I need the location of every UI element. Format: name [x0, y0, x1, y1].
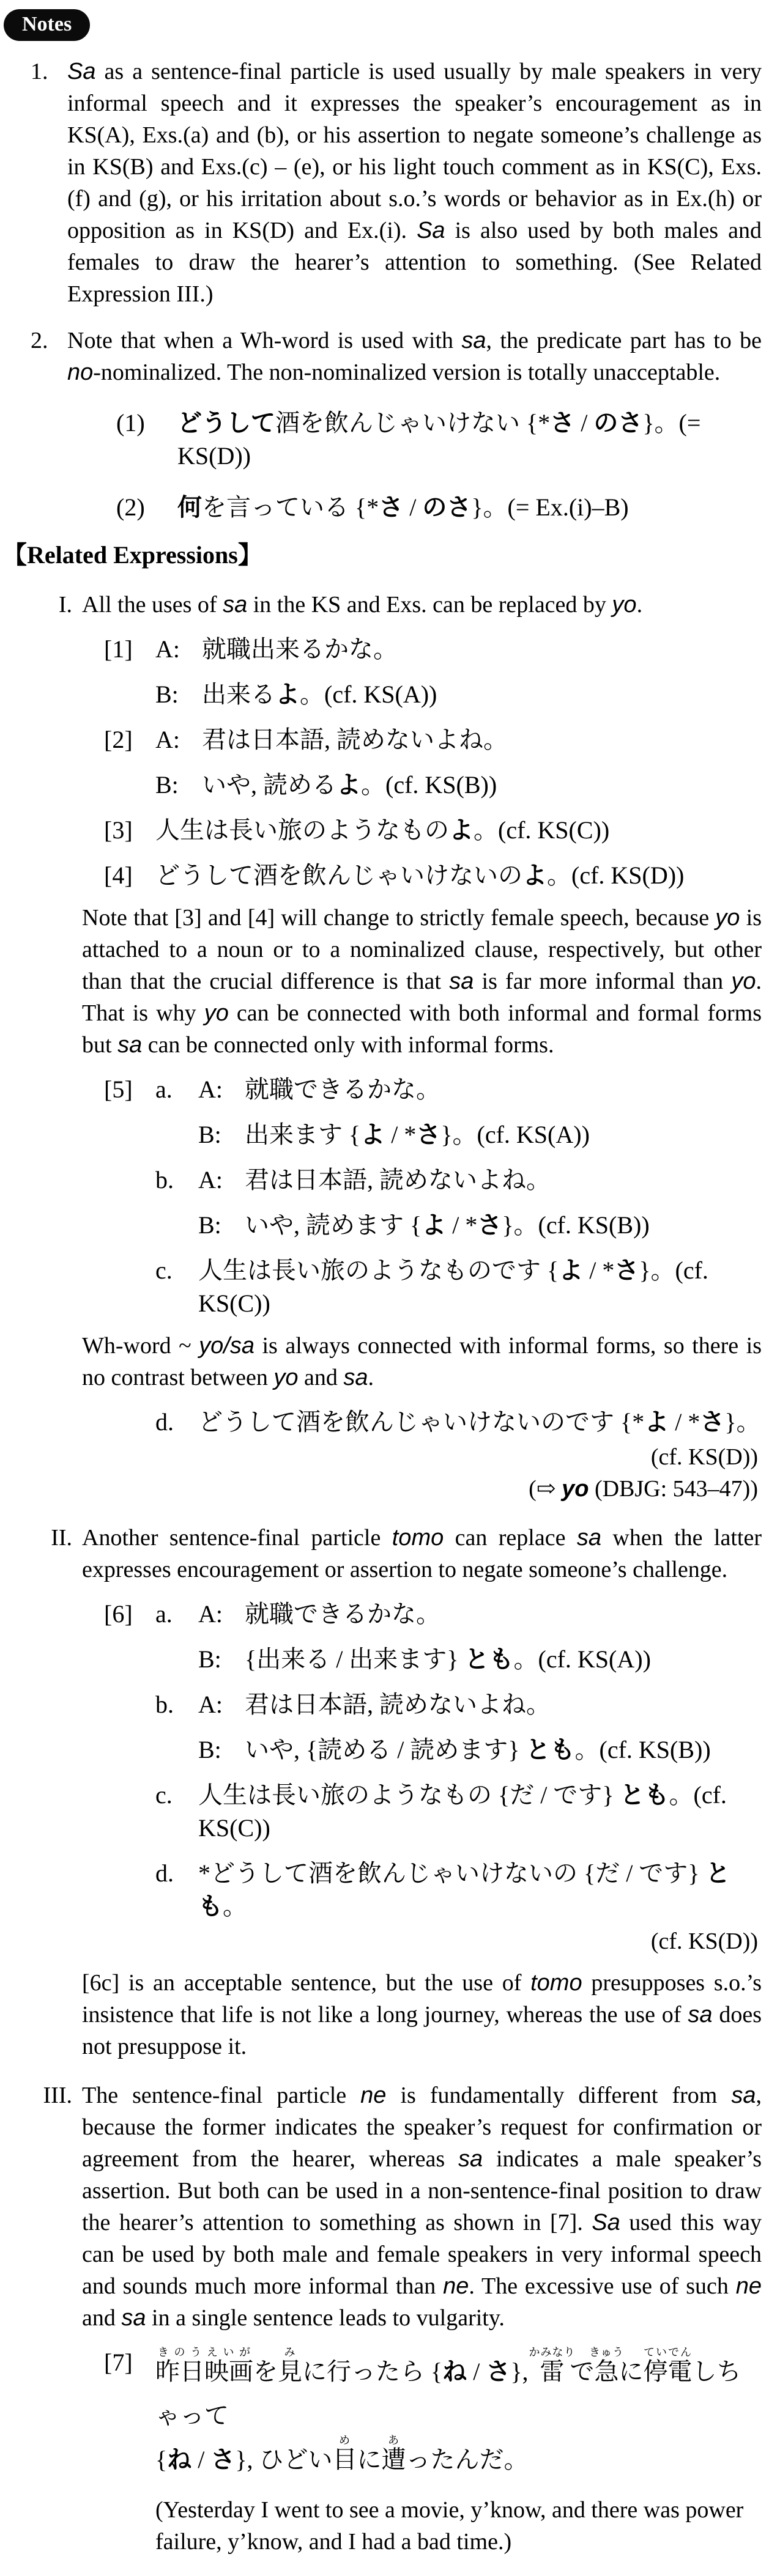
text-run: no [67, 360, 94, 385]
example-bracket [104, 1254, 155, 1320]
text-run: -nominalized. The non-nominalized version is totally unacceptable. [93, 360, 721, 385]
reference-line [82, 1925, 758, 1957]
text-run: does not presuppose it. [82, 2002, 762, 2059]
text-run: 人生は長い旅のようなもの {だ / です} [198, 1781, 620, 1809]
example-row [104, 1779, 762, 1845]
example-bracket: [1] [104, 635, 133, 663]
text-run: sa [343, 1365, 368, 1390]
example-bracket: [6] [104, 1600, 133, 1628]
text-run: sa [688, 2002, 713, 2028]
text-run: / * [385, 1121, 417, 1148]
example-text [198, 1857, 762, 1923]
text-run: Note that when a Wh-word is used with [67, 328, 462, 353]
text-run: 。(cf. KS(A)) [513, 1645, 651, 1673]
text-run: に [619, 2358, 644, 2385]
example-text [202, 769, 762, 802]
example-text [177, 407, 769, 473]
numbered-example [116, 491, 769, 524]
text-run: Another sentence-final particle [82, 1525, 392, 1551]
text-run: 。(cf. KS(C)) [198, 1781, 727, 1842]
text-run: いや, 読めます { [245, 1211, 422, 1239]
re-section-intro [0, 2080, 769, 2334]
example-text [202, 678, 762, 711]
text-run: のさ [422, 493, 472, 521]
text-run: }。(cf. KS(A)) [440, 1121, 590, 1148]
re-numeral: III. [43, 2083, 72, 2108]
text-run: . That is why [82, 969, 762, 1026]
example-letter [155, 1209, 198, 1242]
text-run: yo [612, 592, 637, 618]
text-run: 君は日本語, 読めないよね。 [245, 1691, 551, 1718]
text-run: sa [458, 2146, 483, 2172]
text-run: どうして酒を飲んじゃいけないの [155, 862, 522, 889]
example-bracket [104, 1406, 155, 1439]
ruby-text: 昨日きのう [155, 2346, 204, 2385]
note-number: 1. [31, 59, 48, 84]
text-run: を [253, 2358, 278, 2385]
text-run: よ [522, 862, 547, 889]
example-bracket: [4] [104, 862, 133, 889]
text-run: {出来る / 出来ます} [245, 1645, 465, 1673]
text-run: さ [550, 409, 575, 437]
text-run: yo [731, 969, 756, 994]
text-run: sa [731, 2083, 756, 2108]
text-run: を言っている {* [202, 493, 379, 521]
text-run: . The excessive use of such [469, 2273, 736, 2299]
text-run: さ [416, 1121, 441, 1148]
text-run: いや, 読める [202, 771, 336, 799]
example-row [104, 1164, 762, 1197]
text-run: *どうして酒を飲んじゃいけないの {だ / です} [198, 1859, 706, 1887]
text-run: sa [461, 328, 486, 353]
example-row [104, 678, 762, 711]
reference-line [82, 1441, 758, 1473]
text-run: tomo [530, 1970, 582, 1996]
text-run: Sa [67, 59, 96, 84]
text-run: さ [379, 493, 404, 521]
note-paragraph [67, 56, 762, 310]
text-run: 就職できるかな。 [245, 1076, 440, 1103]
example-bracket [104, 1857, 155, 1923]
text-run: (DBJG: 543–47)) [589, 1476, 758, 1502]
example-row [104, 1643, 762, 1676]
text-run: sa [576, 1525, 601, 1551]
example-text [155, 2346, 762, 2482]
example-text [245, 1598, 762, 1631]
text-run: is attached to a noun or to a nominalized clause, respectively, but other than that the crucial difference is that [82, 905, 762, 994]
speaker-label: B: [198, 1645, 221, 1673]
speaker-label: A: [155, 635, 180, 663]
speaker-label: A: [198, 1076, 223, 1103]
text-run: よ [360, 1121, 385, 1148]
text-run: さ [477, 1211, 502, 1239]
text-run: }。(= Ex.(i)–B) [471, 493, 629, 521]
text-run: とも [526, 1736, 575, 1763]
text-run: sa [223, 592, 248, 618]
note-item [0, 56, 769, 310]
note-paragraph [67, 325, 762, 388]
speaker-label: A: [198, 1166, 223, 1194]
re-intro-text [82, 1522, 762, 1585]
note-item [0, 325, 769, 388]
example-letter: b. [155, 1166, 174, 1194]
text-run: よ [644, 1408, 669, 1436]
re-numeral: I. [58, 592, 72, 618]
example-text [198, 1779, 762, 1845]
example-bracket [104, 1643, 155, 1676]
note-number: 2. [31, 328, 48, 353]
text-run: }。(= KS(D)) [177, 409, 701, 470]
numbered-example [116, 407, 769, 473]
example-letter: d. [155, 1859, 174, 1887]
example-row [104, 859, 762, 892]
example-letter: a. [155, 1076, 173, 1103]
ruby-text: 見み [278, 2346, 302, 2385]
text-run: さ [210, 2446, 236, 2473]
re-intro-text [82, 2080, 762, 2334]
speaker-label: B: [198, 1211, 221, 1239]
text-run: ne [360, 2083, 387, 2108]
text-run: 。(cf. KS(D)) [547, 862, 685, 889]
paragraph [82, 902, 762, 1061]
text-run: 酒を飲んじゃいけない {* [275, 409, 551, 437]
text-run: in the KS and Exs. can be replaced by [247, 592, 612, 618]
text-run: is also used by both males and females to draw the hearer’s attention to something. (See Related Expression III.) [67, 218, 762, 307]
text-run: All the uses of [82, 592, 223, 618]
speaker-label: B: [198, 1736, 221, 1763]
text-run: / [574, 409, 594, 437]
example-letter [155, 1643, 198, 1676]
text-run: is always connected with informal forms, so there is no contrast between [82, 1333, 762, 1390]
text-run: indicates a male speaker’s assertion. But both can be used in a non-sentence-final position to draw the hearer’s attention to something as shown in [7]. [82, 2146, 762, 2235]
example-bracket [104, 769, 155, 802]
text-run: どうして [177, 409, 275, 437]
text-run: yo [204, 1000, 229, 1026]
example-text [202, 723, 762, 756]
text-run: いや, {読める / 読めます} [245, 1736, 526, 1763]
text-run: に [357, 2446, 382, 2473]
text-run: { [155, 2446, 168, 2473]
translation-line [104, 2494, 762, 2558]
notes-list [0, 56, 769, 524]
text-run: can be connected only with informal forms. [142, 1032, 554, 1058]
example-row [104, 1598, 762, 1631]
text-run: [6c] is an acceptable sentence, but the use of [82, 1970, 531, 1996]
text-run: yo [715, 905, 740, 931]
ruby-text: 雷かみなり [529, 2346, 576, 2385]
text-run: in a single sentence leads to vulgarity. [146, 2305, 505, 2331]
ruby-text: 目め [332, 2434, 357, 2473]
example-bracket [104, 678, 155, 711]
text-run: ne [735, 2273, 762, 2299]
text-run: さ [614, 1257, 639, 1284]
notes-badge: Notes [4, 9, 90, 41]
speaker-label: B: [198, 1121, 221, 1148]
text-run: よ [449, 816, 474, 844]
example-letter: c. [155, 1257, 173, 1284]
example-row [104, 769, 762, 802]
example-bracket [104, 1164, 155, 1197]
example-text [198, 1406, 762, 1439]
text-run: can replace [444, 1525, 577, 1551]
example-row [104, 1406, 762, 1439]
paragraph [82, 1330, 762, 1393]
text-run: yo [273, 1365, 299, 1390]
text-run: / [467, 2358, 486, 2385]
text-run: のさ [593, 409, 643, 437]
text-run: 人生は長い旅のようなもの [155, 816, 449, 844]
text-run: とも [464, 1645, 514, 1673]
text-run: ね [167, 2446, 192, 2473]
text-run: 。 [223, 1892, 247, 1920]
text-run: 君は日本語, 読めないよね。 [202, 726, 508, 753]
example-bracket: [7] [104, 2349, 133, 2376]
text-run: as a sentence-final particle is used usually by male speakers in very informal speech and it expresses the speaker’s encouragement as in KS(A), Exs.(a) and (b), or his assertion to negate someone’s challenge as in KS(B) and Exs.(c) – (e), or his light touch comment as in KS(C), Exs.(f) and (g), or his irritation about s.o.’s words or behavior as in Ex.(h) or opposition as in KS(D) and Ex.(i). [67, 59, 762, 243]
text-run: (cf. KS(D)) [650, 1928, 758, 1954]
text-run: The sentence-final particle [82, 2083, 361, 2108]
speaker-label: B: [155, 681, 179, 708]
example-text [245, 1643, 762, 1676]
text-run: Note that [3] and [4] will change to strictly female speech, because [82, 905, 716, 931]
text-run: よ [275, 681, 300, 708]
text-run: is fundamentally different from [386, 2083, 732, 2108]
example-bracket: [3] [104, 816, 133, 844]
text-run: どうして酒を飲んじゃいけないのです {* [198, 1408, 645, 1436]
example-row [104, 1118, 762, 1151]
re-section-intro [0, 1522, 769, 1585]
example-row [104, 1733, 762, 1766]
text-run: / * [446, 1211, 478, 1239]
reference-line [82, 1473, 758, 1505]
example-letter [155, 1118, 198, 1151]
text-run: 人生は長い旅のようなものです { [198, 1257, 559, 1284]
example-text [245, 1073, 762, 1106]
example-row [104, 633, 762, 666]
example-text [245, 1164, 762, 1197]
text-run: 就職できるかな。 [245, 1600, 440, 1628]
speaker-label: B: [155, 771, 179, 799]
example-row [104, 1209, 762, 1242]
text-run: とも [620, 1781, 669, 1809]
text-run: when the latter expresses encouragement or assertion to negate someone’s challenge. [82, 1525, 762, 1582]
example-text [202, 633, 762, 666]
example-letter: c. [155, 1781, 173, 1809]
example-row [104, 1857, 762, 1923]
example-row [104, 2346, 762, 2482]
speaker-label: A: [155, 726, 180, 753]
text-run: }。(cf. KS(B)) [502, 1211, 650, 1239]
example-bracket: [2] [104, 726, 133, 753]
example-text [245, 1118, 762, 1151]
text-run: sa [449, 969, 474, 994]
example-bracket [104, 1118, 155, 1151]
text-run: 何 [177, 493, 202, 521]
text-run: (Yesterday I went to see a movie, y’know, and there was power failure, y’know, and I had a bad time.) [155, 2497, 744, 2555]
text-run: 出来ます { [245, 1121, 361, 1148]
text-run: }。(cf. KS(C)) [198, 1257, 708, 1317]
text-run: can be connected with both informal and formal forms but [82, 1000, 762, 1058]
ruby-text: 映画えいが [204, 2346, 253, 2385]
text-run: / * [583, 1257, 615, 1284]
example-bracket [104, 2494, 155, 2558]
text-run: ったんだ。 [406, 2446, 529, 2473]
text-run: 出来る [202, 681, 275, 708]
example-bracket [104, 1733, 155, 1766]
example-row [104, 1073, 762, 1106]
re-intro-text [82, 589, 762, 621]
text-run: しちゃって [155, 2358, 741, 2429]
text-run: sa [117, 1032, 143, 1058]
example-letter: a. [155, 1600, 173, 1628]
example-bracket [104, 1779, 155, 1845]
text-run: に行ったら { [302, 2358, 443, 2385]
example-row [104, 1688, 762, 1721]
text-run: . [368, 1365, 374, 1390]
text-run: Sa [417, 218, 445, 243]
re-section-intro [0, 589, 769, 621]
text-run: used this way can be used by both male and female speakers in very informal speech and sounds much more informal than [82, 2210, 762, 2299]
text-run: }。 [724, 1408, 761, 1436]
text-run: presupposes s.o.’s insistence that life is not like a long journey, whereas the use of [82, 1970, 762, 2028]
example-number: (2) [116, 493, 145, 521]
text-run: Wh-word ~ [82, 1333, 199, 1359]
text-run: . [636, 592, 643, 618]
example-number: (1) [116, 409, 145, 437]
text-run: / * [669, 1408, 700, 1436]
text-run: 。(cf. KS(C)) [474, 816, 610, 844]
text-run: ね [442, 2358, 467, 2385]
speaker-label: A: [198, 1691, 223, 1718]
text-run: 。(cf. KS(B)) [361, 771, 497, 799]
example-row [104, 814, 762, 847]
ruby-text: 急きゅう [589, 2346, 625, 2385]
text-run: 君は日本語, 読めないよね。 [245, 1166, 551, 1194]
ruby-text: 停電ていでん [643, 2346, 693, 2385]
text-run: Sa [592, 2210, 620, 2235]
text-run: yo [562, 1476, 589, 1502]
speaker-label: A: [198, 1600, 223, 1628]
example-text [155, 2494, 762, 2558]
text-run: / [191, 2446, 211, 2473]
example-bracket [104, 1688, 155, 1721]
text-run: and [298, 1365, 344, 1390]
related-sections [0, 589, 769, 2558]
example-text [155, 859, 762, 892]
text-run: (⇨ [529, 1476, 562, 1502]
text-run: / [403, 493, 423, 521]
text-run: 就職出来るかな。 [202, 635, 398, 663]
example-text [198, 1254, 762, 1320]
example-letter: b. [155, 1691, 174, 1718]
text-run: 。(cf. KS(A)) [300, 681, 437, 708]
text-run: , the predicate part has to be [486, 328, 762, 353]
text-run: 。(cf. KS(B)) [574, 1736, 711, 1763]
text-run: よ [422, 1211, 447, 1239]
example-text [245, 1688, 762, 1721]
text-run: is far more informal than [474, 969, 732, 994]
text-run: で [570, 2358, 595, 2385]
text-run: ne [443, 2273, 469, 2299]
example-bracket: [5] [104, 1076, 133, 1103]
text-run: (cf. KS(D)) [650, 1444, 758, 1470]
text-run: yo/sa [199, 1333, 254, 1359]
text-run: sa [121, 2305, 146, 2331]
text-run: tomo [392, 1525, 444, 1551]
example-bracket [104, 1209, 155, 1242]
text-run: }, ひどい [235, 2446, 333, 2473]
example-letter: d. [155, 1408, 174, 1436]
text-run: and [82, 2305, 122, 2331]
related-expressions-header: 【Related Expressions】 [2, 541, 262, 569]
paragraph [82, 1967, 762, 2062]
text-run: , because the former indicates the speaker’s request for confirmation or agreement from the hearer, whereas [82, 2083, 762, 2172]
text-run: さ [700, 1408, 725, 1436]
example-letter [155, 1733, 198, 1766]
example-text [177, 491, 769, 524]
text-run: とも [198, 1859, 730, 1920]
example-text [245, 1733, 762, 1766]
text-run: よ [559, 1257, 584, 1284]
example-row [104, 723, 762, 756]
text-run: よ [336, 771, 361, 799]
text-run: }, [510, 2358, 535, 2385]
example-row [104, 1254, 762, 1320]
example-text [245, 1209, 762, 1242]
ruby-text: 遭あ [381, 2434, 406, 2473]
example-text [155, 814, 762, 847]
re-numeral: II. [51, 1525, 72, 1551]
text-run: さ [486, 2358, 511, 2385]
